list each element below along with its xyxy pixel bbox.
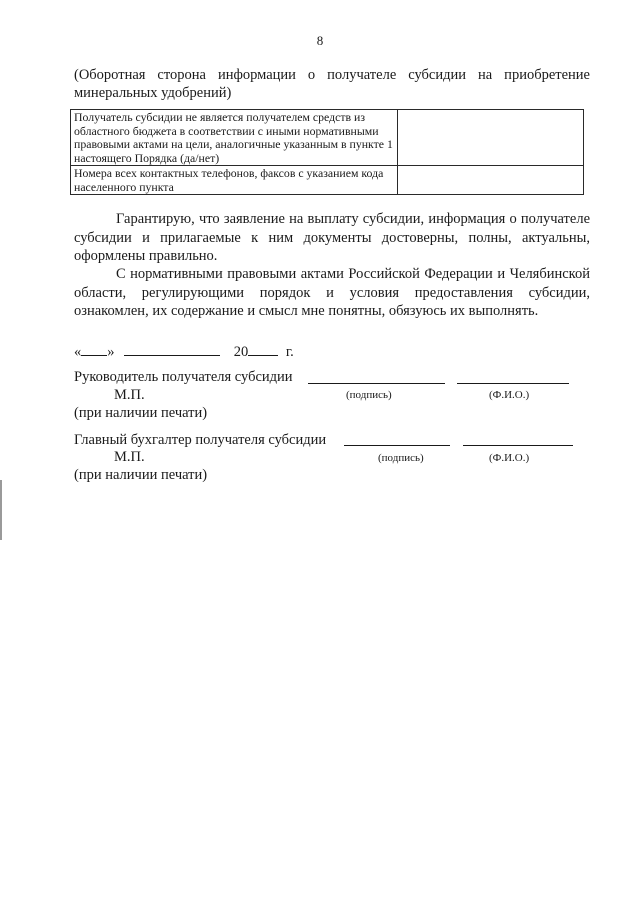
- info-table: [70, 109, 584, 195]
- guarantee-paragraph: Гарантирую, что заявление на выплату субсидии, информация о получателе субсидии и прилагаемые к ним документы достоверны, полны, актуальны, оформлены правильно.: [74, 211, 590, 264]
- accountant-name-line[interactable]: [463, 445, 573, 446]
- accountant-signature-line[interactable]: [344, 445, 450, 446]
- director-stamp-note: (при наличии печати): [74, 405, 208, 421]
- month-blank[interactable]: [124, 343, 220, 356]
- section-heading: (Оборотная сторона информации о получателе субсидии на приобретение минеральных удобрений): [74, 67, 590, 101]
- acknowledgement-paragraph: С нормативными правовыми актами Российской Федерации и Челябинской области, регулирующими порядок и условия предоставления субсидии, ознакомлен, их содержание и смысл мне понятны, обязуюсь их выполнять.: [74, 266, 590, 319]
- accountant-name-caption: (Ф.И.О.): [489, 452, 530, 464]
- table-cell-question: Получатель субсидии не является получателем средств из областного бюджета в соответствии с иными нормативными правовыми актами на цели, аналогичные указанным в пункте 1 настоящего Порядка (да/нет): [71, 110, 398, 166]
- year-suffix: г.: [285, 344, 294, 360]
- director-signature-caption: (подпись): [346, 389, 392, 401]
- page-number: 8: [316, 33, 324, 48]
- scan-edge: [0, 480, 2, 540]
- table-cell-answer[interactable]: [398, 166, 584, 195]
- director-signature-line[interactable]: [308, 383, 445, 384]
- table-row: [71, 166, 584, 195]
- director-name-caption: (Ф.И.О.): [489, 389, 530, 401]
- accountant-stamp-note: (при наличии печати): [74, 467, 208, 483]
- director-label: Руководитель получателя субсидии: [74, 369, 293, 385]
- director-stamp-label: М.П.: [114, 387, 145, 403]
- table-cell-question: Номера всех контактных телефонов, факсов с указанием кода населенного пункта: [71, 166, 398, 195]
- date-close-quote: »: [107, 344, 115, 360]
- table-cell-answer[interactable]: [398, 110, 584, 166]
- accountant-stamp-label: М.П.: [114, 449, 145, 465]
- date-line: [74, 343, 294, 361]
- accountant-signature-caption: (подпись): [378, 452, 424, 464]
- year-prefix: 20: [233, 344, 249, 360]
- day-blank[interactable]: [81, 343, 107, 356]
- director-name-line[interactable]: [457, 383, 569, 384]
- date-open-quote: «: [74, 344, 82, 360]
- year-blank[interactable]: [248, 343, 278, 356]
- table-row: [71, 110, 584, 166]
- accountant-label: Главный бухгалтер получателя субсидии: [74, 432, 327, 448]
